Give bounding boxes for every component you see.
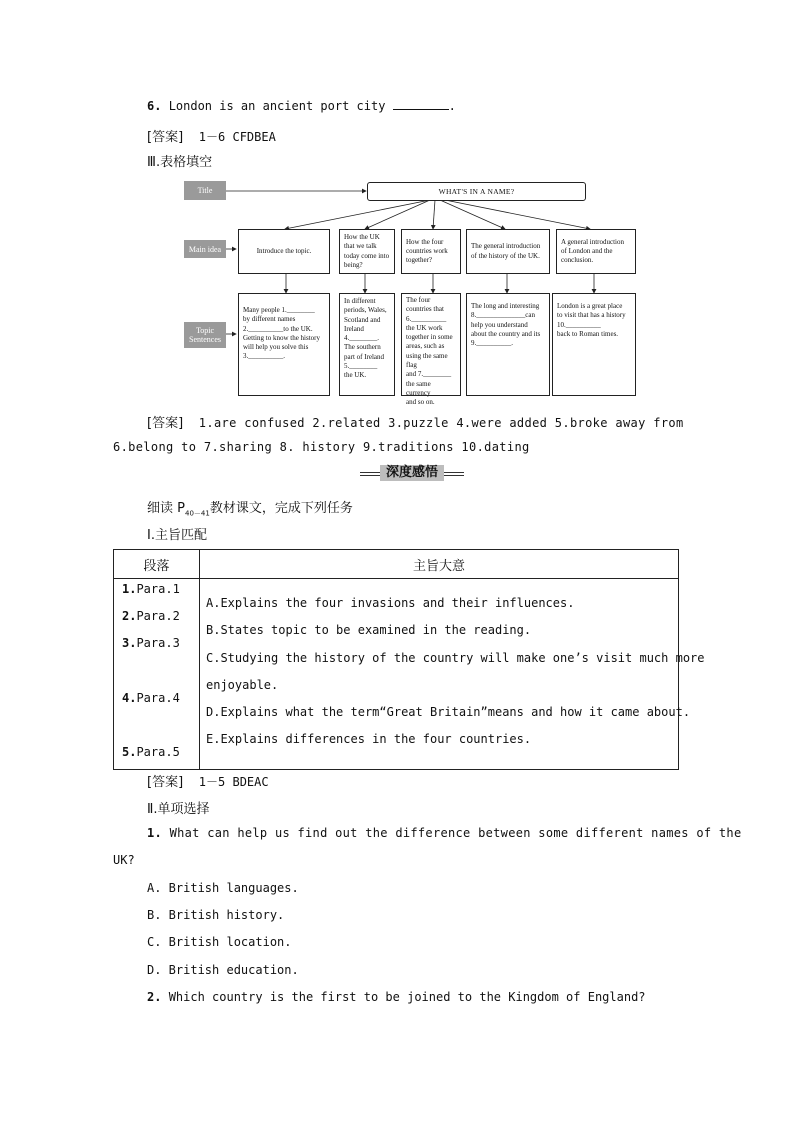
para-label: Para.5 <box>136 745 180 759</box>
option-b: B. British history. <box>147 908 285 922</box>
topic-line: 8.______________can <box>471 311 535 320</box>
topic-line: areas, such as <box>406 342 445 351</box>
topic-box-1 <box>238 293 330 396</box>
main-idea-1: Introduce the topic. <box>238 229 330 274</box>
topic-line: back to Roman times. <box>557 329 619 338</box>
topic-line: London is a great place <box>557 302 623 310</box>
header-rule-right <box>444 472 464 473</box>
question-number: 6. <box>147 99 162 113</box>
header-rule-left <box>360 475 380 476</box>
table-header-idea: 主旨大意 <box>200 550 679 579</box>
intro-sub: 40－41 <box>184 509 210 518</box>
idea-item: E.Explains differences in the four countries. <box>206 732 532 746</box>
question-2 <box>147 990 646 1004</box>
topic-line: Many people 1.________ <box>243 306 315 314</box>
label-topic-line1: Topic <box>195 326 215 335</box>
option-a: A. British languages. <box>147 881 299 895</box>
topic-line: about the country and its <box>471 329 541 338</box>
para-column <box>114 579 200 770</box>
topic-line: countries that <box>406 305 444 314</box>
topic-line: help you understand <box>471 320 528 329</box>
para-item <box>122 691 180 705</box>
section-1-title: Ⅰ.主旨匹配 <box>147 528 207 543</box>
question-text: What can help us find out the difference between some different names of the <box>169 826 742 840</box>
topic-line: 2.__________to the UK. <box>243 324 313 333</box>
answer-tag: [答案] <box>147 775 184 790</box>
answer-tag: [答案] <box>147 416 184 431</box>
topic-line: The long and interesting <box>471 302 540 310</box>
answer-text: 1－5 BDEAC <box>198 775 269 789</box>
para-label: Para.2 <box>136 609 180 623</box>
question-number: 1. <box>147 826 163 840</box>
answer-line-3 <box>147 771 269 790</box>
topic-line: together in some <box>406 333 453 342</box>
intro-line <box>147 497 353 519</box>
option-c: C. British location. <box>147 935 292 949</box>
header-rule-right <box>444 475 464 476</box>
topic-line: 6.__________ <box>406 314 447 323</box>
label-title: Title <box>184 181 226 200</box>
topic-line: to visit that has a history <box>557 311 626 320</box>
topic-line: the UK work <box>406 323 443 332</box>
idea-item: B.States topic to be examined in the reading. <box>206 623 532 637</box>
answer-line-2 <box>147 412 684 431</box>
para-label: Para.4 <box>136 691 180 705</box>
topic-line: 10.__________ <box>557 320 601 329</box>
topic-line: Getting to know the history <box>243 333 320 342</box>
para-num: 1. <box>122 582 137 596</box>
para-num: 4. <box>122 691 137 705</box>
option-d: D. British education. <box>147 963 299 977</box>
answer-tag: [答案] <box>147 130 184 145</box>
main-idea-4: The general introduction of the history of the UK. <box>466 229 550 274</box>
topic-line: part of Ireland <box>344 352 385 361</box>
main-idea-table <box>113 549 705 770</box>
topic-line: the UK. <box>344 371 367 380</box>
question-end: . <box>448 99 456 113</box>
para-item <box>122 636 180 650</box>
para-item <box>122 609 180 623</box>
question-number: 2. <box>147 990 162 1004</box>
idea-item: A.Explains the four invasions and their influences. <box>206 596 575 610</box>
topic-line: The four <box>406 296 431 304</box>
topic-line: using the same flag <box>406 351 448 370</box>
section-2-title: Ⅱ.单项选择 <box>147 802 210 817</box>
topic-line: periods, Wales, <box>344 306 387 315</box>
question-text: London is an ancient port city <box>168 99 386 113</box>
topic-line: 5.________ <box>344 362 378 371</box>
diagram-title-box: WHAT'S IN A NAME? <box>367 182 586 201</box>
question-1 <box>147 826 741 840</box>
topic-line: The southern <box>344 343 381 352</box>
para-item <box>122 745 180 759</box>
para-num: 5. <box>122 745 137 759</box>
idea-item: C.Studying the history of the country will make one’s visit much more <box>206 651 705 665</box>
topic-line: 3.__________. <box>243 352 285 361</box>
para-label: Para.1 <box>136 582 180 596</box>
idea-item-cont: enjoyable. <box>206 678 279 692</box>
intro-post: 教材课文，完成下列任务 <box>209 501 353 516</box>
topic-line: Scotland and <box>344 315 381 324</box>
topic-line: In different <box>344 297 376 305</box>
answer-text: 1－6 CFDBEA <box>198 130 276 144</box>
table-header-para: 段落 <box>114 550 200 579</box>
topic-box-2 <box>339 293 395 396</box>
label-topic-line2: Sentences <box>189 335 221 344</box>
structure-diagram <box>0 0 793 420</box>
question-text: Which country is the first to be joined to the Kingdom of England? <box>168 990 646 1004</box>
idea-column <box>200 579 705 770</box>
question-1-cont: UK? <box>113 853 135 867</box>
label-topic-sentences <box>184 322 226 348</box>
topic-box-4 <box>466 293 550 396</box>
para-num: 3. <box>122 636 137 650</box>
section-header-text: 深度感悟 <box>380 465 444 481</box>
topic-line: and 7.________ <box>406 370 452 379</box>
topic-line: by different names <box>243 315 296 324</box>
intro-pre: 细读 P <box>147 501 185 516</box>
topic-line: 4.________. <box>344 334 379 343</box>
main-idea-2: How the UK that we talk today come into being? <box>339 229 395 274</box>
main-idea-5: A general introduction of London and the conclusion. <box>556 229 636 274</box>
topic-box-3 <box>401 293 461 407</box>
para-num: 2. <box>122 609 137 623</box>
topic-box-5 <box>552 293 636 396</box>
label-main-idea: Main idea <box>184 240 226 258</box>
para-label: Para.3 <box>136 636 180 650</box>
diagram-connectors <box>0 0 793 420</box>
answer-line-2b: 6.belong to 7.sharing 8. history 9.traditions 10.dating <box>113 440 530 454</box>
topic-line: Ireland <box>344 324 364 333</box>
idea-item: D.Explains what the term“Great Britain”means and how it came about. <box>206 705 691 719</box>
topic-line: 9.__________. <box>471 339 513 348</box>
topic-line: the same currency <box>406 379 431 397</box>
topic-line: and so on. <box>406 398 435 407</box>
topic-line: will help you solve this <box>243 343 309 352</box>
section-header <box>360 464 464 484</box>
answer-text: 1.are confused 2.related 3.puzzle 4.were added 5.broke away from <box>198 416 684 430</box>
section-3-title: Ⅲ.表格填空 <box>147 155 213 170</box>
header-rule-left <box>360 472 380 473</box>
main-idea-3: How the four countries work together? <box>401 229 461 274</box>
para-item <box>122 582 180 596</box>
